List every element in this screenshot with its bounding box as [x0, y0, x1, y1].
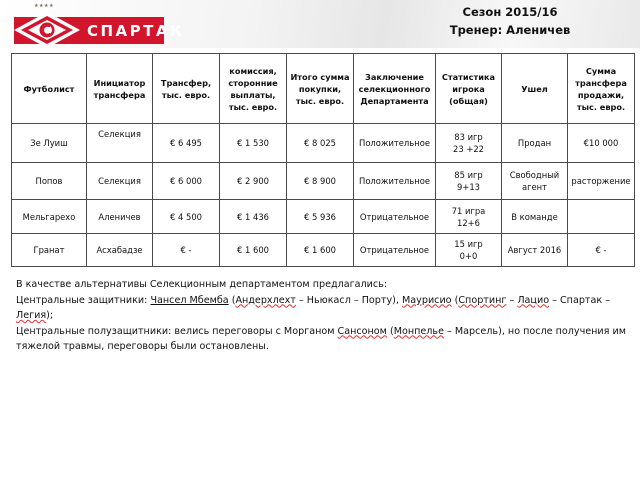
table-header-row	[12, 54, 635, 124]
cell-total: € 5 936	[287, 200, 354, 234]
column-header-total: Итого сумма покупки, тыс. евро.	[287, 54, 354, 124]
cell-total: € 8 025	[287, 124, 354, 163]
cell-transfer: € 6 495	[153, 124, 220, 163]
cell-player: Гранат	[12, 234, 87, 267]
cell-total: € 1 600	[287, 234, 354, 267]
season-title: Сезон 2015/16	[462, 5, 558, 19]
cell-total: € 8 900	[287, 163, 354, 200]
column-header-transfer: Трансфер, тыс. евро.	[153, 54, 220, 124]
cell-commission: € 1 600	[220, 234, 287, 267]
column-header-conclusion: Заключение селекционного Департамента	[354, 54, 436, 124]
column-header-left: Ушел	[502, 54, 568, 124]
stats-goals: 9+13	[456, 182, 480, 192]
club-anderlecht: Андерхлехт	[235, 294, 296, 306]
club-montpellier: Монпелье	[393, 325, 444, 337]
text-fragment: – Ньюкасл – Порту),	[295, 294, 403, 306]
cell-conclusion: Положительное	[354, 124, 436, 163]
table-row	[12, 200, 635, 234]
cell-conclusion: Отрицательное	[354, 234, 436, 267]
text-fragment: –	[506, 294, 518, 306]
cell-sale: расторжение	[568, 163, 635, 200]
cell-stats	[436, 234, 502, 267]
cell-transfer: € -	[153, 234, 220, 267]
stats-games: 15 игр	[454, 239, 483, 249]
cell-sale	[568, 200, 635, 234]
cell-initiator: Асхабадзе	[87, 234, 153, 267]
cell-commission: € 1 436	[220, 200, 287, 234]
cell-conclusion: Положительное	[354, 163, 436, 200]
player-sanson: Сансоном	[337, 325, 387, 337]
stats-games: 83 игр	[454, 132, 483, 142]
cell-left: Свободный агент	[502, 163, 568, 200]
defenders-label: Центральные защитники:	[16, 294, 151, 306]
cell-player: Попов	[12, 163, 87, 200]
stats-goals: 12+6	[456, 217, 480, 228]
notes-section	[16, 277, 636, 355]
text-fragment: (	[386, 325, 394, 337]
column-header-player: Футболист	[12, 54, 87, 124]
player-mauricio: Маурисио	[402, 294, 452, 306]
text-fragment: (	[228, 294, 236, 306]
table-row	[12, 163, 635, 200]
cell-initiator: Селекция	[87, 163, 153, 200]
cell-initiator: Селекция	[87, 124, 153, 163]
cell-player: Зе Луиш	[12, 124, 87, 163]
coach-title: Тренер: Аленичев	[449, 23, 571, 37]
stats-goals: 0+0	[459, 251, 478, 261]
player-mbemba: Чансел Мбемба	[150, 294, 229, 306]
cell-left: Продан	[502, 124, 568, 163]
notes-midfielders	[16, 324, 636, 355]
midfielders-label: Центральные полузащитники: велись переговоры с Морганом	[16, 325, 338, 337]
cell-sale: € -	[568, 234, 635, 267]
club-lazio: Лацио	[517, 294, 550, 306]
club-stars: ★★★★	[34, 3, 54, 9]
notes-intro: В качестве альтернативы Селекционным департаментом предлагались:	[16, 279, 388, 290]
column-header-stats: Статистика игрока (общая)	[436, 54, 502, 124]
cell-left: В команде	[502, 200, 568, 234]
notes-defenders	[16, 293, 636, 324]
text-fragment: – Марсель), но после получения им тяжелой травмы, переговоры были остановлены.	[16, 325, 626, 352]
cell-transfer: € 4 500	[153, 200, 220, 234]
cell-initiator: Аленичев	[87, 200, 153, 234]
stats-goals: 23 +22	[453, 144, 484, 154]
cell-conclusion: Отрицательное	[354, 200, 436, 234]
club-sporting: Спортинг	[458, 294, 507, 306]
stats-games: 71 игра	[451, 205, 486, 216]
cell-commission: € 1 530	[220, 124, 287, 163]
column-header-commission: комиссия, сторонние выплаты, тыс. евро.	[220, 54, 287, 124]
column-header-initiator: Инициатор трансфера	[87, 54, 153, 124]
cell-left: Август 2016	[502, 234, 568, 267]
club-legia: Легия	[16, 310, 47, 321]
cell-sale: €10 000	[568, 124, 635, 163]
cell-commission: € 2 900	[220, 163, 287, 200]
stats-games: 85 игр	[454, 170, 483, 180]
column-header-sale: Сумма трансфера продажи, тыс. евро.	[568, 54, 635, 124]
text-fragment: );	[46, 310, 54, 321]
brand-name: СПАРТАК	[87, 22, 185, 40]
table-row	[12, 234, 635, 267]
transfers-table	[11, 53, 635, 267]
table-row	[12, 124, 635, 163]
page-header	[380, 3, 640, 39]
cell-stats	[436, 163, 502, 200]
cell-stats	[436, 200, 502, 234]
cell-transfer: € 6 000	[153, 163, 220, 200]
cell-stats	[436, 124, 502, 163]
cell-player: Мельгарехо	[12, 200, 87, 234]
text-fragment: (	[451, 294, 459, 306]
spartak-emblem-icon	[12, 11, 82, 49]
text-fragment: – Спартак –	[549, 294, 611, 306]
